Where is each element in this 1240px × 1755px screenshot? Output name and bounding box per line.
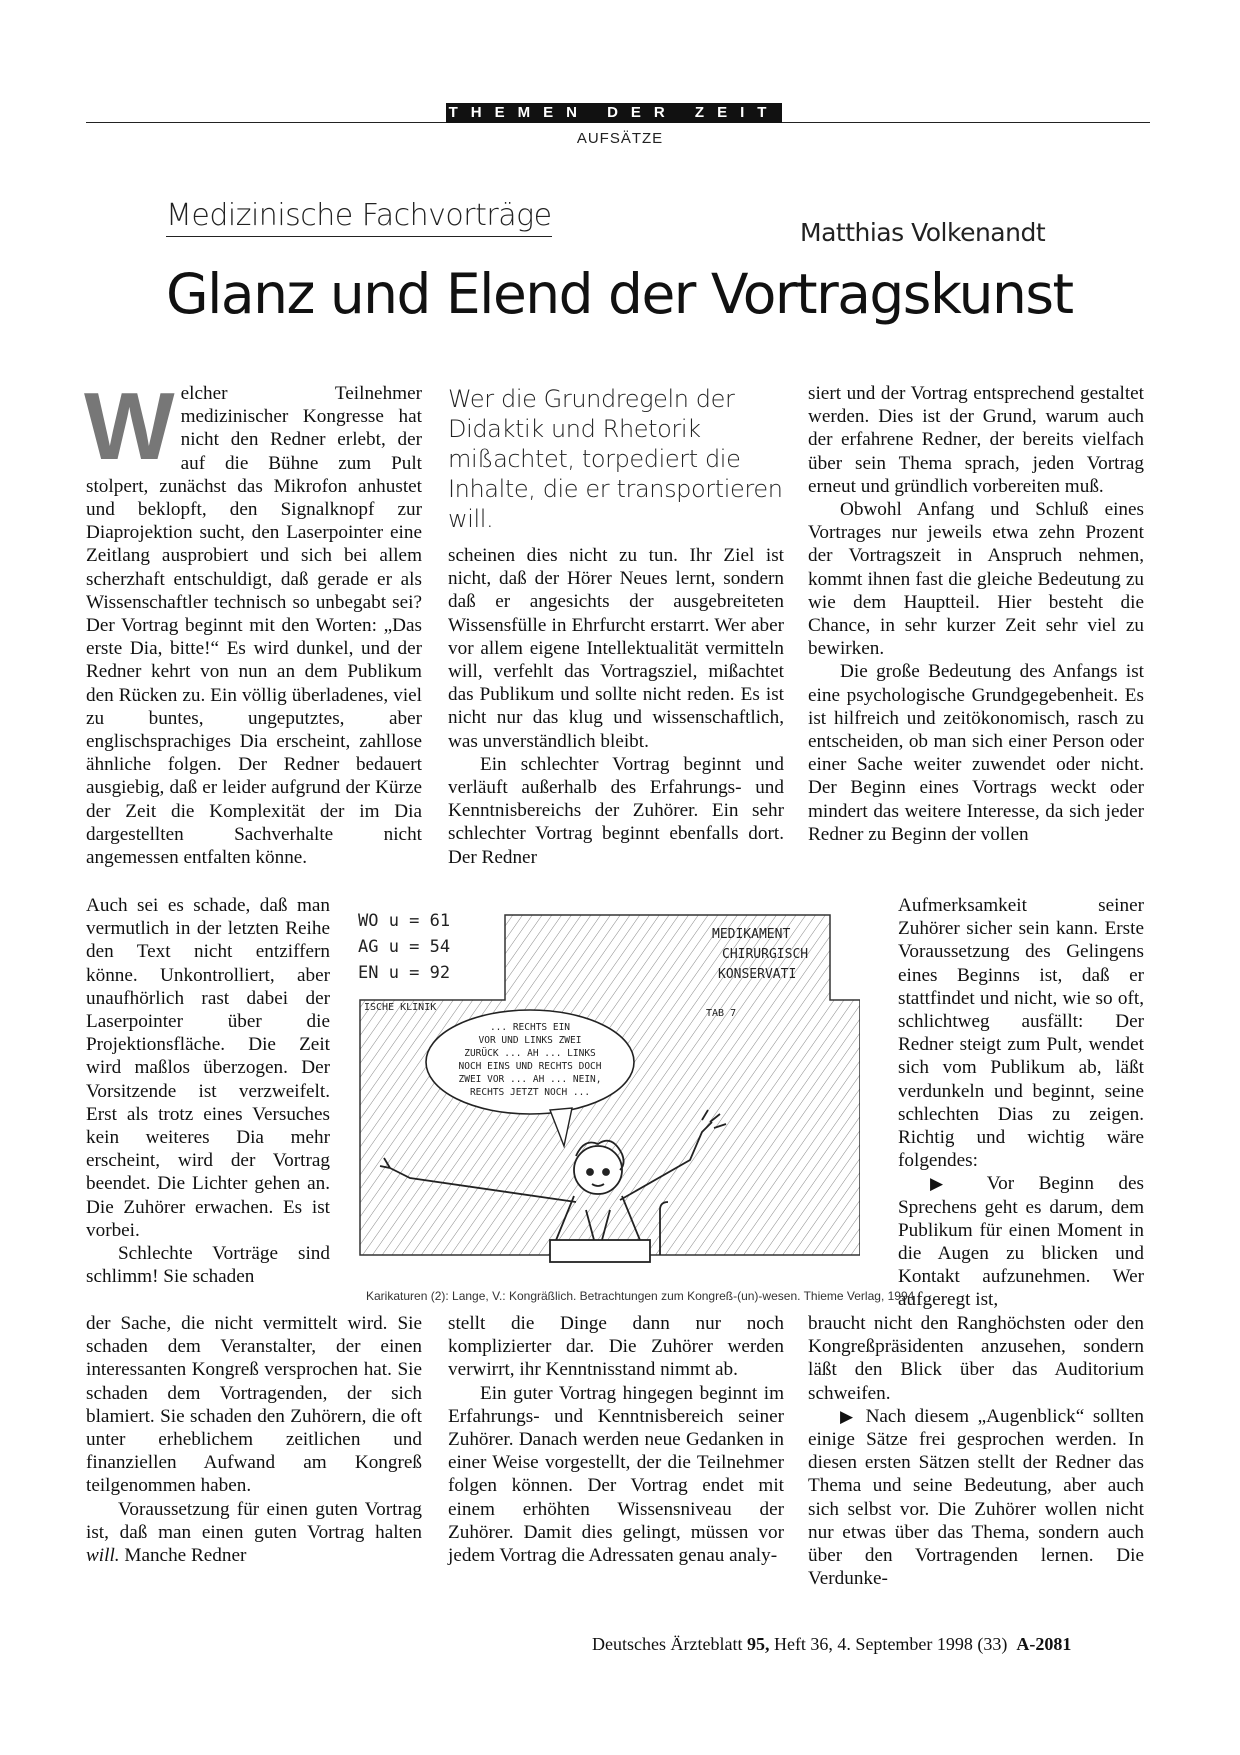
paragraph-col3-2: Obwohl Anfang und Schluß eines Vortrages nur jeweils etwa zehn Prozent der Vortragszeit in Anspruch nehmen, kommt ihnen fast die gleiche Bedeutung zu wie dem Hauptteil. Hier besteht die Chance, in sehr kurzer Zeit sehr viel zu bewirken. <box>808 499 1144 660</box>
article-headline: Glanz und Elend der Vortragskunst <box>166 262 1073 326</box>
board-right-line-2: CHIRURGISCH <box>722 947 809 962</box>
paragraph-1: elcher Teilnehmer medizinischer Kongresse hat nicht den Redner erlebt, der auf die Bühne zum Pult stolpert, zunächst das Mikrofon anhustet und beklopft, den Signalknopf zur Diaprojektion sucht, den Laserpointer eine Zeitlang ausprobiert und sich bei allem scherzhaft entschuldigt, daß gerade er als Wissenschaftler technisch so unbegabt sei? Der Vortrag beginnt mit den Worten: „Das erste Dia, bitte!“ Es wird dunkel, und der Redner kehrt von nun an dem Publikum den Rücken zu. Ein völlig überladenes, viel zu buntes, ungeputztes, aber englischsprachiges Dia erscheint, zahllose ähnliche folgen. Der Redner bedauert ausgiebig, daß er leider aufgrund der Kürze der Zeit die Komplexität der im Dia dargestellten Sachverhalte nicht angemessen entfalten könne. <box>86 383 422 869</box>
page-footer <box>592 1634 1071 1655</box>
paragraph-1-continued: Auch sei es schade, daß man vermutlich in der letzten Reihe den Text nicht entziffern könne. Unkontrolliert, aber unaufhörlich rast dabei der Laserpointer über die Projektionsfläche. Die Zeit wird maßlos überzogen. Der Vorsitzende ist verzweifelt. Erst als trotz eines Versuches kein weiteres Dia mehr erscheint, wird der Vortrag beendet. Die Lichter gehen an. Die Zuhörer erwachen. Es ist vorbei. <box>86 895 330 1241</box>
paragraph-3-text: Voraussetzung für einen guten Vortrag ist, daß man einen guten Vortrag halten <box>86 1498 422 1543</box>
footer-journal: Deutsches Ärzteblatt <box>592 1634 747 1654</box>
board-left-line-2: AG u = 54 <box>358 937 451 957</box>
column-3-top <box>808 382 1144 846</box>
paragraph-2-start: Schlechte Vorträge sind schlimm! Sie schaden <box>86 1243 330 1288</box>
board-right-line-3: KONSERVATI <box>718 967 797 982</box>
footer-volume: 95, <box>746 1634 770 1654</box>
section-rubric: THEMEN DER ZEIT <box>446 103 782 123</box>
speech-line-2: VOR UND LINKS ZWEI <box>478 1035 582 1046</box>
column-1-bottom <box>86 1312 422 1567</box>
section-subrubric: AUFSÄTZE <box>576 130 664 147</box>
triangle-bullet-icon: ▶ <box>840 1406 857 1426</box>
article-author: Matthias Volkenandt <box>800 218 1046 247</box>
board-left-line-3: EN u = 92 <box>358 963 451 983</box>
board-right-line-1: MEDIKAMENT <box>712 927 791 942</box>
column-2-bottom <box>448 1312 784 1567</box>
board-left-line-1: WO u = 61 <box>358 911 451 931</box>
column-1-wrap <box>86 894 330 1288</box>
footer-issue: Heft 36, 4. September 1998 (33) <box>769 1634 1008 1654</box>
bullet-2-text: Nach diesem „Augenblick“ sollten einige Sätze frei gesprochen werden. In diesen ersten Sätzen stellt der Redner das Thema und seine Bedeutung, aber auch sich selbst vor. Die Zuhörer wollen nicht nur etwas über das Thema, sondern auch über den Vortragenden lernen. Die Verdunke- <box>808 1405 1145 1590</box>
podium <box>550 1240 650 1262</box>
speech-line-3: ZURÜCK ... AH ... LINKS <box>464 1048 596 1059</box>
drop-cap: W <box>84 373 175 480</box>
bullet-1 <box>898 1172 1144 1311</box>
triangle-bullet-icon: ▶ <box>930 1174 963 1194</box>
speech-line-4: NOCH EINS UND RECHTS DOCH <box>458 1061 602 1072</box>
paragraph-3-tail: Manche Redner <box>119 1545 247 1567</box>
paragraph-col2-3: Ein guter Vortrag hingegen beginnt im Erfahrungs- und Kenntnisbereich seiner Zuhörer. Danach werden neue Gedanken in einer Weise vorgestellt, der die Teilnehmer folgen können. Der Vortrag endet mit einem erhöhten Wissensniveau der Zuhörer. Damit dies gelingt, müssen vor jedem Vortrag die Adressaten genau analy- <box>448 1382 784 1567</box>
paragraph-col2-1: scheinen dies nicht zu tun. Ihr Ziel ist nicht, daß der Hörer Neues lernt, sondern daß er angesichts der ausgebreiteten Wissensfülle in Ehrfurcht erstarrt. Wer aber vor allem eigene Intellektualität vermitteln will, verfehlt das Vortragsziel, mißachtet das Publikum und sollte nicht reden. Es ist nicht nur das klug und wissenschaftlich, was unverständlich bleibt. <box>448 545 784 752</box>
paragraph-3 <box>86 1498 422 1568</box>
paragraph-2-end: der Sache, die nicht vermittelt wird. Sie schaden dem Veranstalter, der einen interessanten Kongreß versprochen hat. Sie schaden dem Vortragenden, der sich blamiert. Sie schaden den Zuhörern, die oft unter erheblichem zeitlichen und finanziellen Aufwand am Kongreß teilgenommen haben. <box>86 1313 422 1497</box>
speech-line-1: ... RECHTS EIN <box>489 1022 571 1033</box>
cartoon-illustration <box>350 910 860 1280</box>
column-2-top <box>448 544 784 869</box>
article-kicker: Medizinische Fachvorträge <box>166 198 552 237</box>
cartoon-caption: Karikaturen (2): Lange, V.: Kongräßlich. Betrachtungen zum Kongreß-(un)-wesen. Thieme Verlag, 1994 <box>366 1289 915 1303</box>
pull-quote: Wer die Grundregeln der Didaktik und Rhetorik mißachtet, torpediert die Inhalte, die er transportieren will. <box>448 385 783 533</box>
paragraph-col2-2-continued: stellt die Dinge dann nur noch komplizierter dar. Die Zuhörer werden verwirrt, ihr Kenntnisstand nimmt ab. <box>448 1313 784 1381</box>
bullet-2 <box>808 1405 1144 1591</box>
footer-page-number: A-2081 <box>1016 1634 1072 1654</box>
column-3-bottom <box>808 1312 1144 1590</box>
column-1-top <box>84 373 422 869</box>
speech-line-5: ZWEI VOR ... AH ... NEIN, <box>458 1074 602 1085</box>
banner-right: TAB 7 <box>706 1008 737 1019</box>
bullet-1-text: Vor Beginn des Sprechens geht es darum, dem Publikum für einen Moment in die Augen zu blicken und Kontakt aufzunehmen. Wer aufgeregt ist, <box>898 1173 1144 1311</box>
banner-left: ISCHE KLINIK <box>364 1002 437 1013</box>
paragraph-col2-2: Ein schlechter Vortrag beginnt und verläuft außerhalb des Erfahrungs- und Kenntnisbereichs der Zuhörer. Ein sehr schlechter Vortrag beginnt ebenfalls dort. Der Redner <box>448 753 784 868</box>
cartoon-drawing <box>350 910 860 1280</box>
paragraph-3-emphasis: will. <box>86 1545 120 1567</box>
paragraph-col3-3: Die große Bedeutung des Anfangs ist eine psychologische Grundgegebenheit. Es ist hilfreich und zeitökonomisch, rasch zu entscheiden, ob man sich einer Person oder einer Sache weiter zuwendet oder nicht. Der Beginn eines Vortrags weckt oder mindert das weitere Interesse, da sich jeder Redner zu Beginn der vollen <box>808 661 1144 845</box>
paragraph-col3-1: siert und der Vortrag entsprechend gestaltet werden. Dies ist der Grund, warum auch der erfahrene Redner, der bereits vielfach über sein Thema sprach, jeden Vortrag erneut und gründlich vorbereiten muß. <box>808 383 1144 497</box>
bullet-1-continued: braucht nicht den Ranghöchsten oder den Kongreßpräsidenten anzusehen, sondern läßt den Blick über das Auditorium schweifen. <box>808 1313 1144 1404</box>
speech-line-6: RECHTS JETZT NOCH ... <box>469 1087 591 1098</box>
column-3-wrap <box>898 894 1144 1312</box>
paragraph-col3-3-continued: Aufmerksamkeit seiner Zuhörer sicher sein kann. Erste Voraussetzung des Gelingens eines Beginns ist, daß er stattfindet und nicht, wie so oft, schlichtweg ausfällt: Der Redner steigt zum Pult, wendet sich vom Publikum ab, läßt verdunkeln und beginnt, seine schlechten Dias zu zeigen. Richtig und wichtig wäre folgendes: <box>898 895 1144 1172</box>
